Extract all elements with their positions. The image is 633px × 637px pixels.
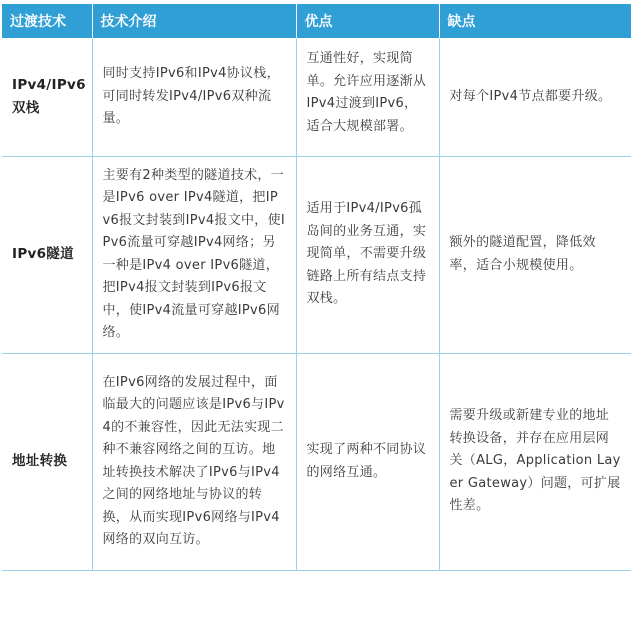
header-advantages: 优点 bbox=[296, 4, 439, 38]
table-row-dual-stack bbox=[2, 38, 631, 156]
header-row bbox=[2, 4, 631, 38]
row-name-dual-stack: IPv4/IPv6双栈 bbox=[2, 38, 92, 156]
table-header bbox=[2, 4, 631, 38]
header-tech-intro: 技术介绍 bbox=[92, 4, 296, 38]
comparison-table-container bbox=[0, 4, 633, 637]
row-intro-address-translation: 在IPv6网络的发展过程中，面临最大的问题应该是IPv6与IPv4的不兼容性，因此无法实现二种不兼容网络之间的互访。地址转换技术解决了IPv6与IPv4之间的网络地址与协议的转换，从而实现IPv6网络与IPv4网络的双向互访。 bbox=[92, 353, 296, 570]
row-intro-tunnel: 主要有2种类型的隧道技术，一是IPv6 over IPv4隧道，把IPv6报文封装到IPv4报文中，使IPv6流量可穿越IPv4网络；另一种是IPv4 over IPv6隧道，把IPv4报文封装到IPv6报文中，使IPv4流量可穿越IPv6网络。 bbox=[92, 156, 296, 353]
row-name-tunnel: IPv6隧道 bbox=[2, 156, 92, 353]
header-disadvantages: 缺点 bbox=[439, 4, 631, 38]
table-body bbox=[2, 38, 631, 570]
header-transition-tech: 过渡技术 bbox=[2, 4, 92, 38]
row-intro-dual-stack: 同时支持IPv6和IPv4协议栈，可同时转发IPv4/IPv6双种流量。 bbox=[92, 38, 296, 156]
table-row-address-translation bbox=[2, 353, 631, 570]
row-pros-address-translation: 实现了两种不同协议的网络互通。 bbox=[296, 353, 439, 570]
row-name-address-translation: 地址转换 bbox=[2, 353, 92, 570]
table-row-tunnel bbox=[2, 156, 631, 353]
row-cons-tunnel: 额外的隧道配置，降低效率，适合小规模使用。 bbox=[439, 156, 631, 353]
row-cons-dual-stack: 对每个IPv4节点都要升级。 bbox=[439, 38, 631, 156]
row-pros-tunnel: 适用于IPv4/IPv6孤岛间的业务互通，实现简单，不需要升级链路上所有结点支持双栈。 bbox=[296, 156, 439, 353]
row-cons-address-translation: 需要升级或新建专业的地址转换设备，并存在应用层网关（ALG，Application Layer Gateway）问题，可扩展性差。 bbox=[439, 353, 631, 570]
row-pros-dual-stack: 互通性好，实现简单。允许应用逐渐从IPv4过渡到IPv6，适合大规模部署。 bbox=[296, 38, 439, 156]
ipv6-transition-comparison-table bbox=[2, 4, 631, 571]
